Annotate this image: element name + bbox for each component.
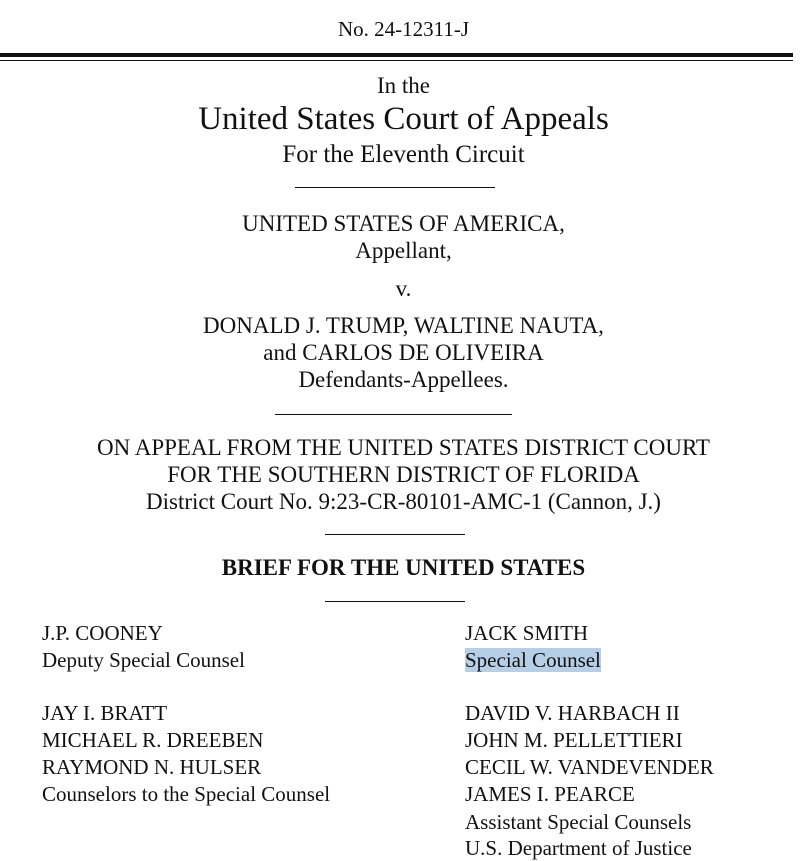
court-circuit: For the Eleventh Circuit: [282, 141, 525, 168]
counsel-right-2-name-4: JAMES I. PEARCE: [465, 782, 635, 806]
header-divider-thick: [0, 53, 793, 57]
appellees-line-1: DONALD J. TRUMP, WALTINE NAUTA,: [203, 313, 604, 338]
appeal-line-2: FOR THE SOUTHERN DISTRICT OF FLORIDA: [167, 462, 640, 487]
divider-4: [325, 601, 465, 602]
appellant-role: Appellant,: [355, 238, 452, 263]
counsel-right-2-department: U.S. Department of Justice: [465, 836, 692, 860]
brief-title: BRIEF FOR THE UNITED STATES: [221, 555, 586, 580]
counsel-right-2-name-2: JOHN M. PELLETTIERI: [465, 728, 683, 752]
counsel-left-2-name-3: RAYMOND N. HULSER: [42, 755, 262, 779]
counsel-left-2-title: Counselors to the Special Counsel: [42, 782, 331, 806]
appeal-line-3: District Court No. 9:23-CR-80101-AMC-1 (Cannon, J.): [146, 489, 661, 514]
appellees-role: Defendants-Appellees.: [298, 367, 509, 392]
appellant-name: UNITED STATES OF AMERICA,: [242, 211, 565, 236]
court-name: United States Court of Appeals: [198, 101, 609, 137]
divider-3: [325, 534, 465, 535]
divider-1: [295, 187, 495, 188]
counsel-right-2-name-1: DAVID V. HARBACH II: [465, 701, 680, 725]
court-prefix: In the: [376, 73, 430, 98]
header-divider-thin: [0, 60, 793, 61]
counsel-left-1-title: Deputy Special Counsel: [42, 648, 245, 672]
counsel-left-2-name-2: MICHAEL R. DREEBEN: [42, 728, 264, 752]
counsel-left-2-name-1: JAY I. BRATT: [42, 701, 168, 725]
divider-2: [275, 414, 512, 415]
counsel-right-1-title: [465, 648, 601, 673]
versus: v.: [395, 276, 412, 301]
highlighted-text[interactable]: Special Counsel: [465, 648, 601, 672]
counsel-right-1-name: JACK SMITH: [465, 621, 589, 645]
appeal-line-1: ON APPEAL FROM THE UNITED STATES DISTRICT COURT: [97, 435, 710, 460]
counsel-left-1-name: J.P. COONEY: [42, 621, 163, 645]
docket-number: No. 24-12311-J: [337, 17, 470, 41]
counsel-right-2-name-3: CECIL W. VANDEVENDER: [465, 755, 714, 779]
counsel-right-2-title: Assistant Special Counsels: [465, 810, 692, 834]
appellees-line-2: and CARLOS DE OLIVEIRA: [263, 340, 544, 365]
